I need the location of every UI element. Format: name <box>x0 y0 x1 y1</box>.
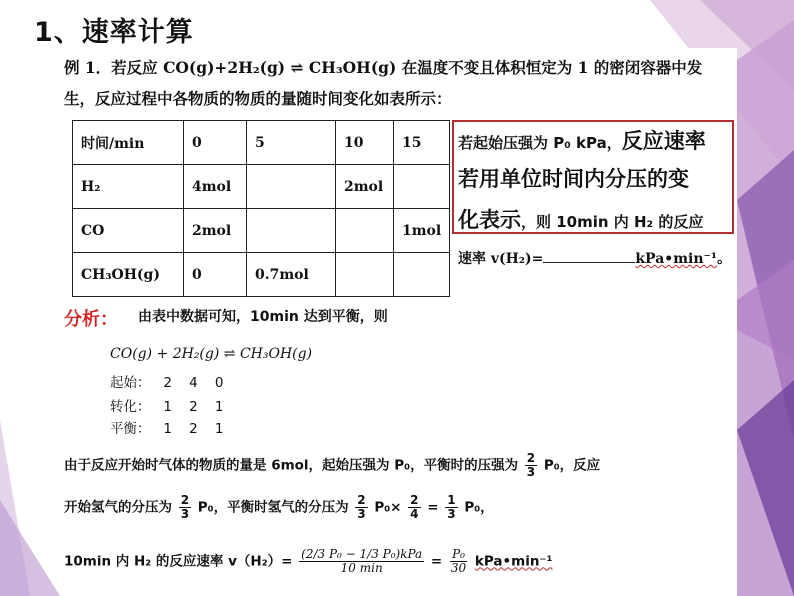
table-cell: 4mol <box>184 165 247 209</box>
table-row <box>73 209 450 253</box>
analysis-intro: 由表中数据可知，10min 达到平衡，则 <box>138 309 388 325</box>
fraction-2-3: $\frac{2}{3}$ <box>526 451 536 479</box>
fraction-2-3: $\frac{2}{3}$ <box>180 493 190 521</box>
table-cell <box>394 165 450 209</box>
table-cell: 0.7mol <box>247 253 336 297</box>
question-line-4: 速率 v(H₂)= kPa•min⁻¹。 <box>458 248 731 268</box>
rate-fraction: $\frac{\text{(2/3 P₀ − 1/3 P₀)kPa}}{10 \min}$ <box>301 547 423 575</box>
problem-text <box>64 52 734 114</box>
reaction-equation: CO(g) + 2H₂(g) ⇌ CH₃OH(g) <box>110 346 313 362</box>
fraction-2-4: $\frac{2}{4}$ <box>410 493 419 521</box>
table-cell: 时间/min <box>73 121 184 165</box>
table-row <box>73 253 450 297</box>
table-cell: 0 <box>184 121 247 165</box>
table-cell <box>394 253 450 297</box>
slide-title: 1、速率计算 <box>34 17 194 48</box>
table-row <box>73 121 450 165</box>
table-row <box>73 165 450 209</box>
fraction-2-3: $\frac{2}{3}$ <box>357 493 366 521</box>
table-cell <box>336 209 394 253</box>
row-balance: 平衡： 1 2 1 <box>110 421 224 437</box>
table-cell: 5 <box>247 121 336 165</box>
question-line-1: 若起始压强为 P₀ kPa，反应速率 <box>458 129 706 153</box>
table-cell: CH₃OH(g) <box>73 253 184 297</box>
analysis-line-1: 由于反应开始时气体的物质的量是 6mol，起始压强为 P₀，平衡时的压强为 $\frac{2}{3}$ P₀，反应 <box>64 451 601 479</box>
answer-blank <box>543 248 635 263</box>
table-cell: 10 <box>336 121 394 165</box>
analysis-line-2: 开始氢气的分压为 $\frac{2}{3}$ P₀，平衡时氢气的分压为 $\frac{2}{3}$ P₀× $\frac{2}{4}$ = $\frac{1}{3}$ P₀， <box>64 493 494 521</box>
row-change: 转化： 1 2 1 <box>110 399 224 415</box>
table-cell: 1mol <box>394 209 450 253</box>
fraction-1-3: $\frac{1}{3}$ <box>447 493 456 521</box>
table-cell: H₂ <box>73 165 184 209</box>
table-cell: 2mol <box>336 165 394 209</box>
question-line-2: 若用单位时间内分压的变 <box>458 167 689 191</box>
problem-line-2: 生，反应过程中各物质的物质的量随时间变化如表所示： <box>64 89 452 108</box>
row-start: 起始： 2 4 0 <box>110 375 224 391</box>
problem-line-1: 例 1．若反应 CO(g)+2H₂(g) ⇌ CH₃OH(g) 在温度不变且体积恒定为 1 的密闭容器中发 <box>64 58 703 77</box>
result-fraction: $\frac{\text{P₀}}{30}$ <box>450 547 467 575</box>
table-cell: 2mol <box>184 209 247 253</box>
table-cell <box>336 253 394 297</box>
table-cell: 15 <box>394 121 450 165</box>
analysis-line-3: 10min 内 H₂ 的反应速率 v（H₂）= $\frac{\text{(2/3 P₀ − 1/3 P₀)kPa}}{10 \min}$ = $\frac{\text{P₀}}{30}$ kPa•min⁻¹ <box>64 547 553 575</box>
data-table <box>72 120 450 297</box>
analysis-label: 分析： <box>64 309 118 330</box>
table-cell: 0 <box>184 253 247 297</box>
table-cell: CO <box>73 209 184 253</box>
question-line-3: 化表示，则 10min 内 H₂ 的反应 <box>458 208 704 232</box>
table-cell <box>247 209 336 253</box>
table-cell <box>247 165 336 209</box>
